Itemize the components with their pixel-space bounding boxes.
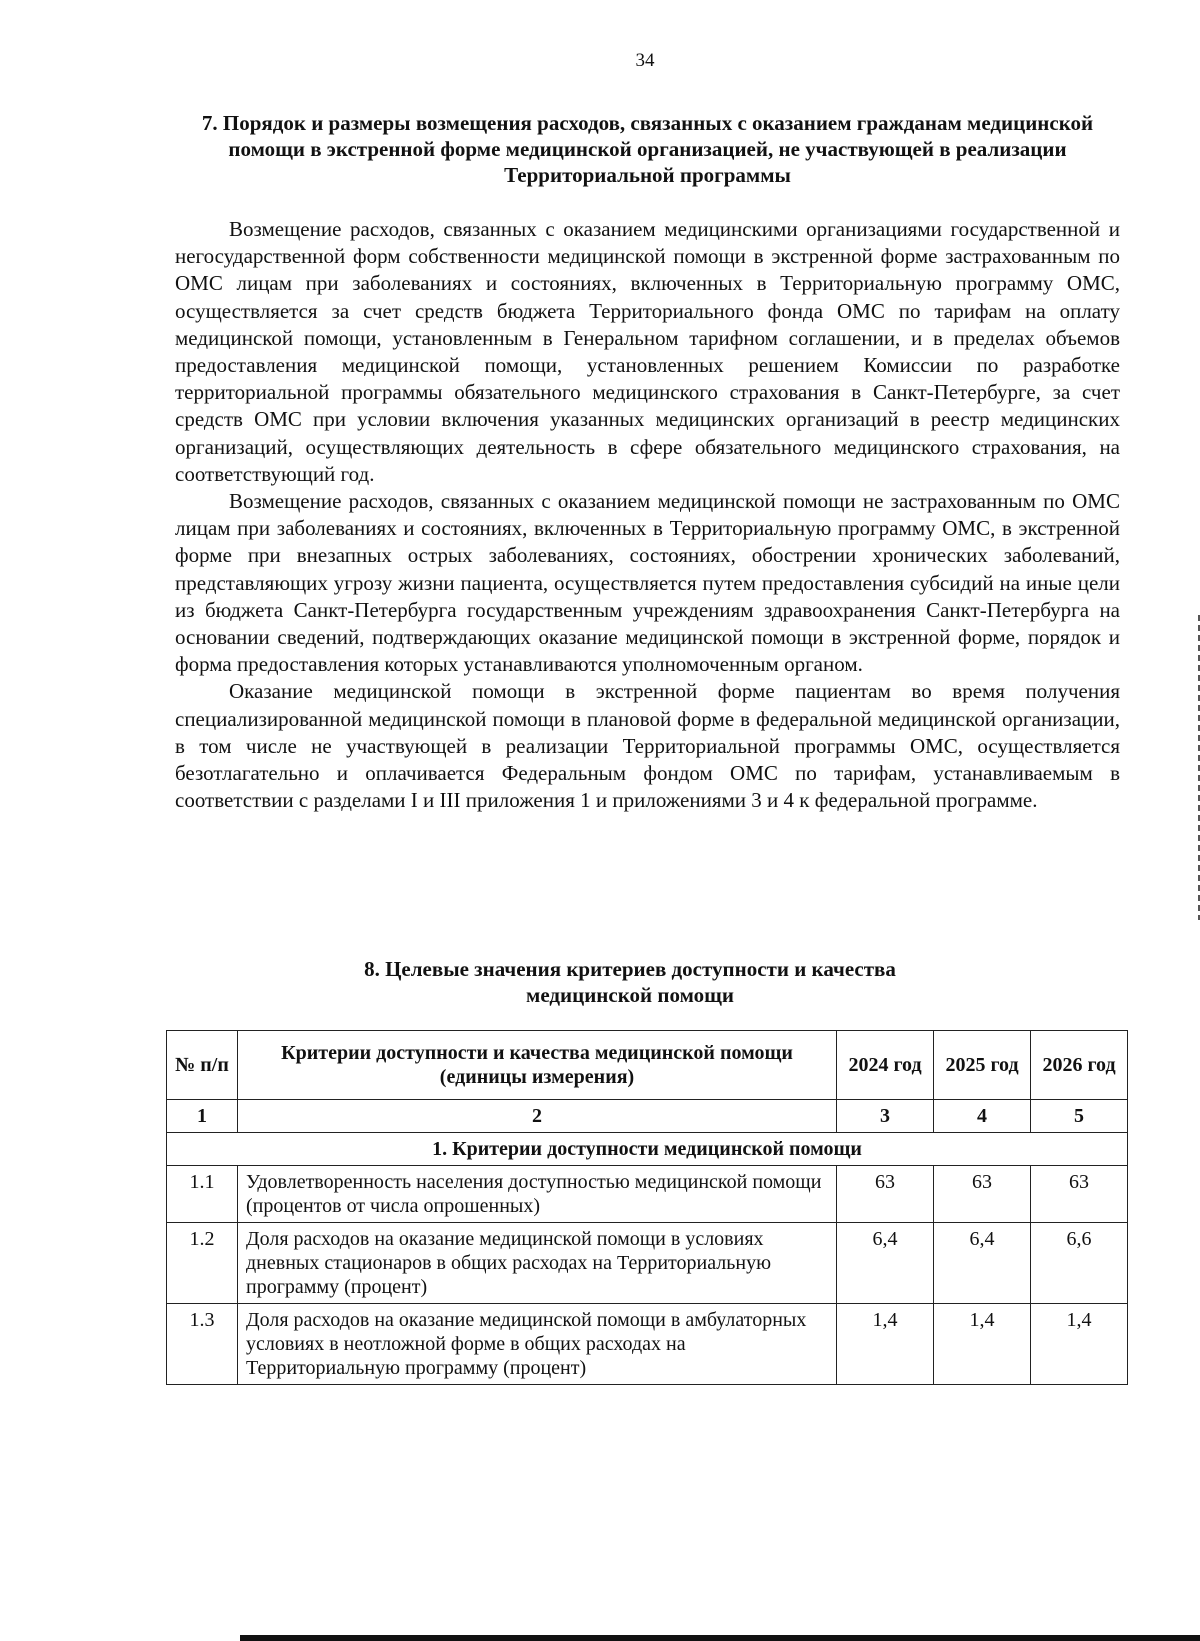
row-value-2024: 6,4 [837,1223,934,1304]
row-value-2026: 1,4 [1031,1304,1128,1385]
table-row [167,1223,1128,1304]
header-2026: 2026 год [1031,1031,1128,1100]
row-number: 1.2 [167,1223,238,1304]
row-value-2024: 1,4 [837,1304,934,1385]
row-criterion: Доля расходов на оказание медицинской помощи в условиях дневных стационаров в общих расходах на Территориальную программу (процент) [238,1223,837,1304]
criteria-table [166,1030,1128,1385]
row-value-2025: 1,4 [934,1304,1031,1385]
row-value-2025: 63 [934,1166,1031,1223]
header-2024: 2024 год [837,1031,934,1100]
table-row [167,1304,1128,1385]
table-header-row [167,1031,1128,1100]
row-value-2025: 6,4 [934,1223,1031,1304]
header-num: № п/п [167,1031,238,1100]
column-index-row [167,1100,1128,1133]
row-number: 1.1 [167,1166,238,1223]
section-7-title: 7. Порядок и размеры возмещения расходов, связанных с оказанием гражданам медицинской помощи в экстренной форме медицинской организацией, не участвующей в реализации Территориальной программы [201,111,1094,187]
row-value-2026: 6,6 [1031,1223,1128,1304]
header-criteria: Критерии доступности и качества медицинской помощи (единицы измерения) [238,1031,837,1100]
table-section-row [167,1133,1128,1166]
row-number: 1.3 [167,1304,238,1385]
column-index: 2 [238,1100,837,1133]
scan-bottom-bar [240,1635,1200,1641]
header-2025: 2025 год [934,1031,1031,1100]
row-value-2024: 63 [837,1166,934,1223]
row-criterion: Удовлетворенность населения доступностью медицинской помощи (процентов от числа опрошенных) [238,1166,837,1223]
paragraph: Оказание медицинской помощи в экстренной форме пациентам во время получения специализированной медицинской помощи в плановой форме в федеральной медицинской организации, в том числе не участвующей в реализации Территориальной программы ОМС, осуществляется безотлагательно и оплачивается Федеральным фондом ОМС по тарифам, устанавливаемым в соответствии с разделами I и III приложения 1 и приложениями 3 и 4 к федеральной программе. [175,679,1120,813]
column-index: 1 [167,1100,238,1133]
column-index: 5 [1031,1100,1128,1133]
column-index: 4 [934,1100,1031,1133]
table-section-title: 1. Критерии доступности медицинской помощи [167,1133,1128,1166]
section-8-title: 8. Целевые значения критериев доступности и качества медицинской помощи [364,957,896,1007]
paragraph: Возмещение расходов, связанных с оказанием медицинскими организациями государственной и негосударственной форм собственности медицинской помощи в экстренной форме застрахованным по ОМС лицам при заболеваниях и состояниях, включенных в Территориальную программу ОМС, осуществляется за счет средств бюджета Территориального фонда ОМС по тарифам на оплату медицинской помощи, установленным в Генеральном тарифном соглашении, и в пределах объемов предоставления медицинской помощи, установленных решением Комиссии по разработке территориальной программы обязательного медицинского страхования в Санкт-Петербурге, за счет средств ОМС при условии включения указанных медицинских организаций в реестр медицинских организаций, осуществляющих деятельность в сфере обязательного медицинского страхования, на соответствующий год. [175,217,1120,486]
row-value-2026: 63 [1031,1166,1128,1223]
paragraph: Возмещение расходов, связанных с оказанием медицинской помощи не застрахованным по ОМС лицам при заболеваниях и состояниях, включенных в Территориальную программу ОМС, в экстренной форме при внезапных острых заболеваниях, состояниях, обострении хронических заболеваний, представляющих угрозу жизни пациента, осуществляется путем предоставления субсидий на иные цели из бюджета Санкт-Петербурга государственным учреждениям здравоохранения Санкт-Петербурга на основании сведений, подтверждающих оказание медицинской помощи в экстренной форме, порядок и форма предоставления которых устанавливаются уполномоченным органом. [175,489,1120,677]
page-number: 34 [635,50,655,71]
column-index: 3 [837,1100,934,1133]
section-7-body [175,216,1120,814]
row-criterion: Доля расходов на оказание медицинской помощи в амбулаторных условиях в неотложной форме в общих расходах на Территориальную программу (процент) [238,1304,837,1385]
table-row [167,1166,1128,1223]
